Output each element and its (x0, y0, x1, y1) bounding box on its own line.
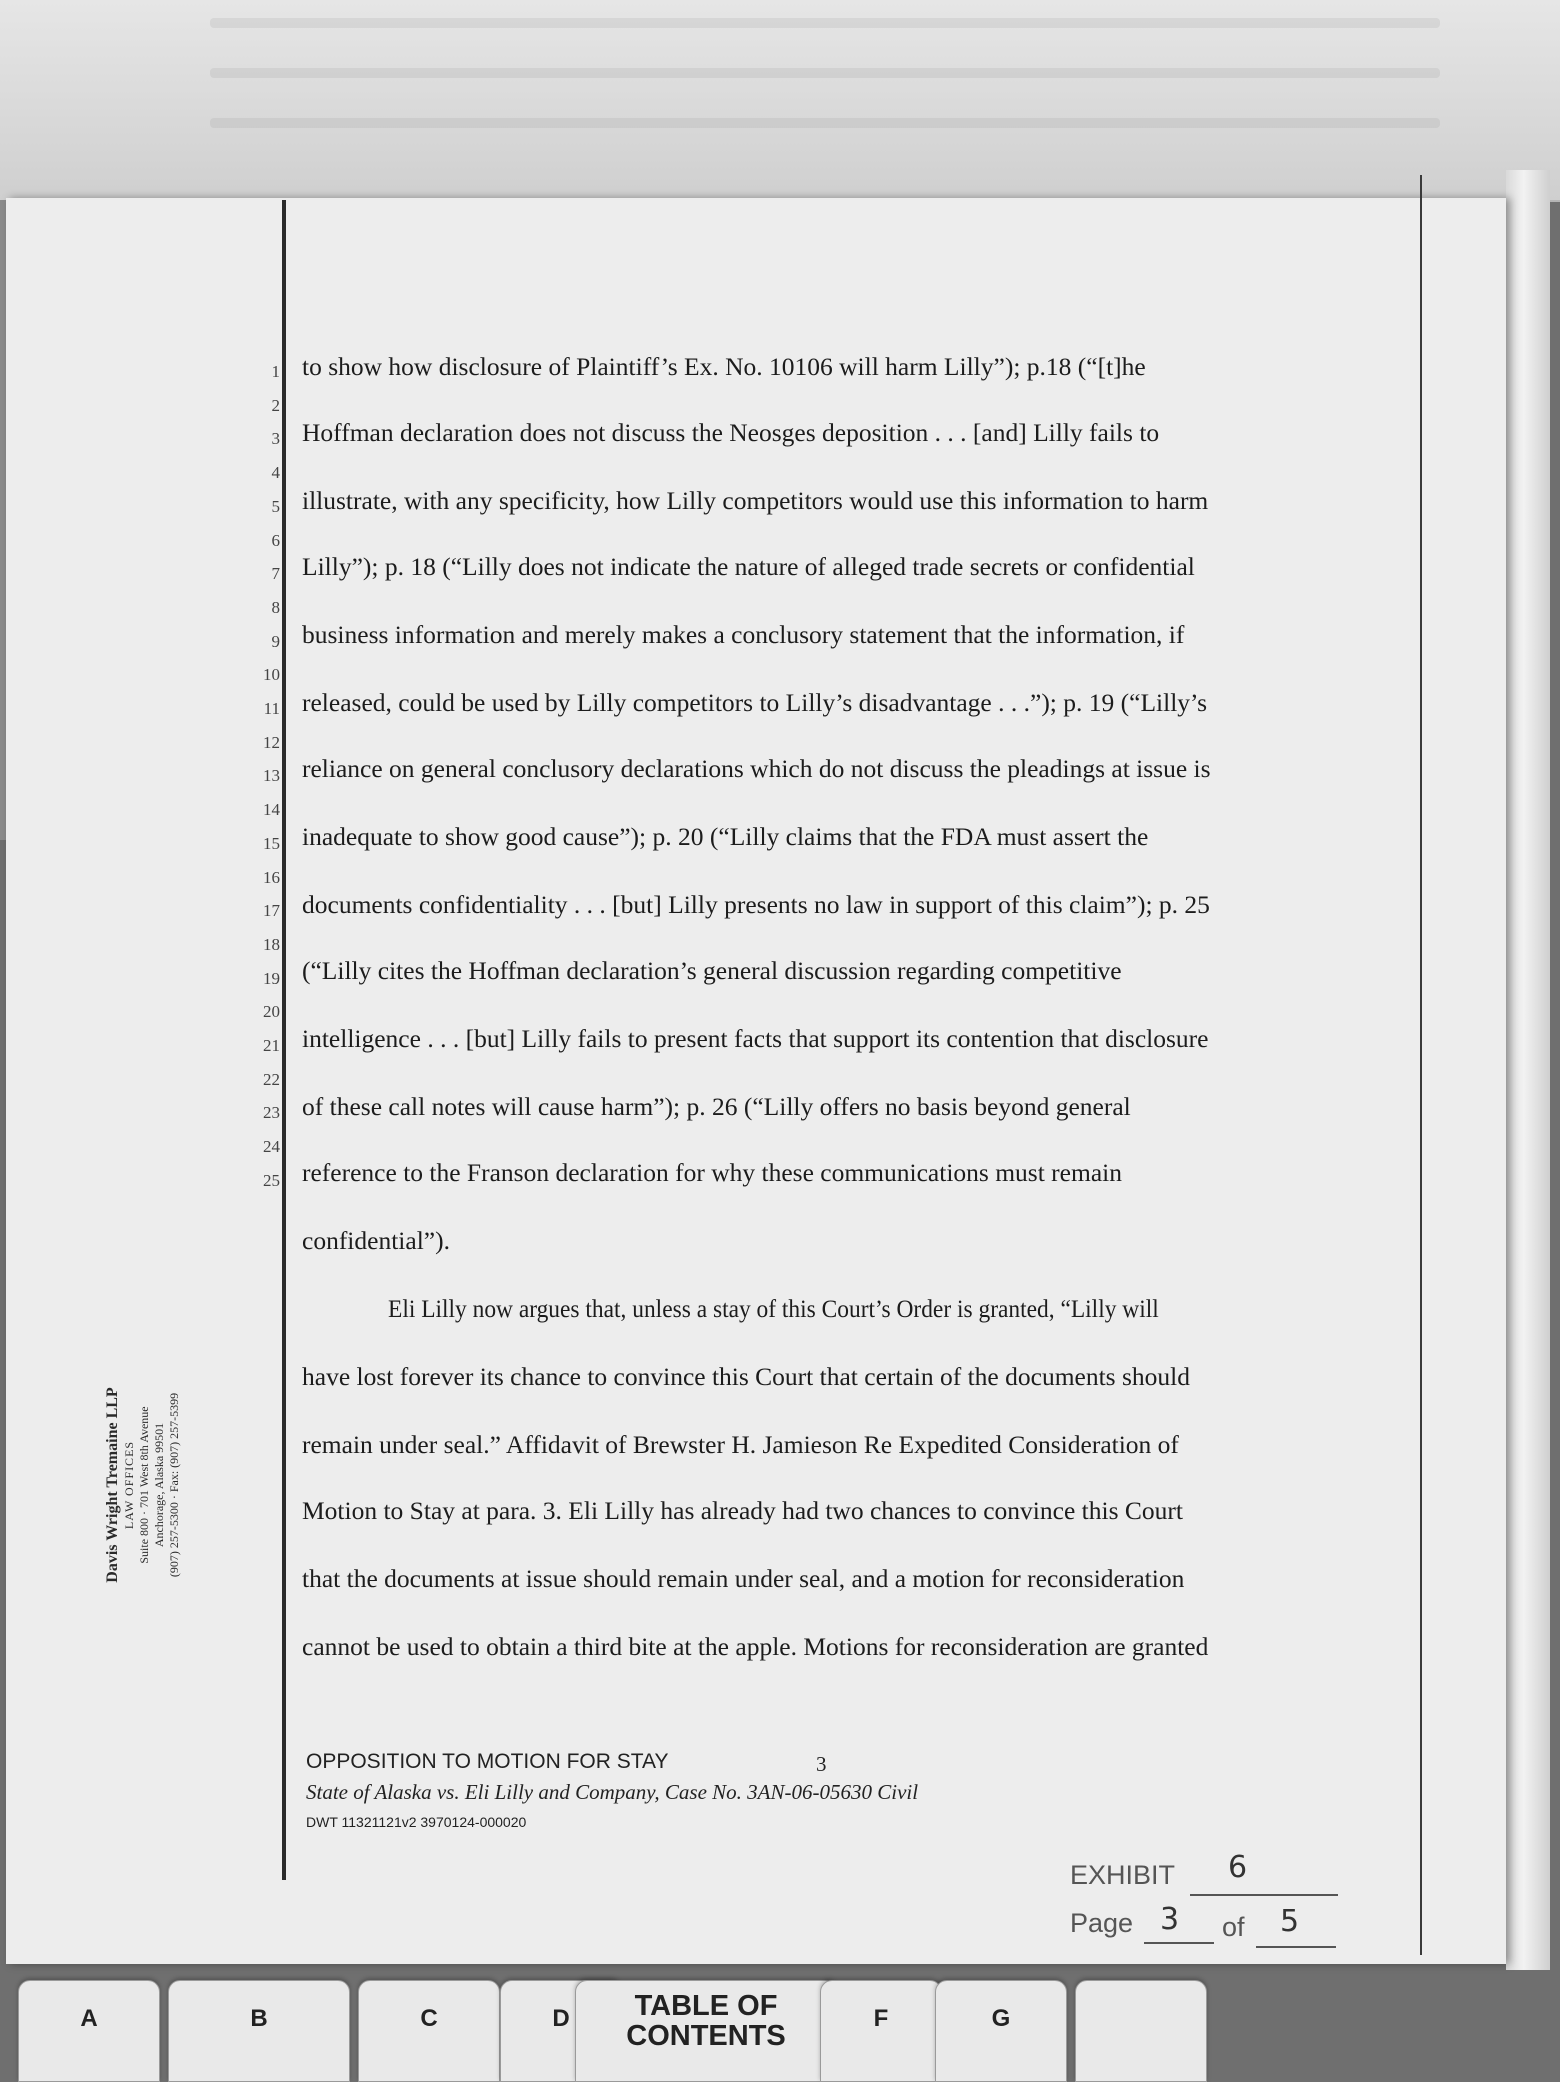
body-line: released, could be used by Lilly competitors to Lilly’s disadvantage . . .”); p. 19 (“Lilly’s (302, 688, 1208, 717)
tab-a[interactable] (18, 1980, 160, 2082)
line-number: 18 (263, 934, 280, 954)
body-line: intelligence . . . [but] Lilly fails to present facts that support its contention that disclosure (302, 1024, 1209, 1053)
line-number: 6 (271, 530, 280, 550)
exhibit-of-label: of (1222, 1912, 1245, 1942)
firm-letterhead (104, 1365, 184, 1605)
tab-f[interactable] (820, 1980, 942, 2082)
body-line: Hoffman declaration does not discuss the Neosges deposition . . . [and] Lilly fails to (302, 418, 1160, 447)
line-number: 15 (263, 833, 280, 853)
tab-f-label: F (873, 2005, 889, 2032)
line-number: 21 (263, 1036, 280, 1055)
body-line: reliance on general conclusory declarations which do not discuss the pleadings at issue is (302, 754, 1211, 783)
body-line: confidential”). (302, 1226, 450, 1255)
total-underline (1256, 1946, 1336, 1948)
firm-phone: (907) 257-5300 · Fax: (907) 257-5399 (167, 1392, 181, 1578)
exhibit-page-label: Page (1070, 1908, 1134, 1938)
body-line: (“Lilly cites the Hoffman declaration’s general discussion regarding competitive (302, 956, 1122, 985)
body-line: cannot be used to obtain a third bite at the apple. Motions for reconsideration are granted (302, 1632, 1209, 1661)
exhibit-total: 5 (1280, 1904, 1300, 1939)
line-number: 9 (271, 631, 280, 651)
body-line: illustrate, with any specificity, how Lilly competitors would use this information to harm (302, 486, 1209, 515)
document-page (6, 198, 1506, 1964)
line-number: 10 (263, 665, 280, 685)
footer-doc-id: DWT 11321121v2 3970124-000020 (306, 1814, 527, 1830)
line-number: 25 (263, 1170, 280, 1190)
tab-c[interactable] (358, 1980, 500, 2082)
footer-case: State of Alaska vs. Eli Lilly and Company, Case No. 3AN-06-05630 Civil (306, 1780, 919, 1804)
body-line: remain under seal.” Affidavit of Brewster H. Jamieson Re Expedited Consideration of (302, 1430, 1179, 1459)
line-number: 19 (263, 968, 280, 988)
tab-g-label: G (991, 2005, 1011, 2032)
line-number: 4 (271, 463, 280, 483)
exhibit-label: EXHIBIT (1070, 1860, 1176, 1890)
line-number: 17 (263, 901, 280, 921)
body-line: have lost forever its chance to convince this Court that certain of the documents should (302, 1362, 1190, 1391)
firm-address-1: Suite 800 · 701 West 8th Avenue (137, 1406, 151, 1564)
tab-c-label: C (420, 2005, 438, 2032)
exhibit-number: 6 (1228, 1850, 1248, 1885)
tab-d-label: D (552, 2005, 570, 2032)
right-margin-rule (1420, 175, 1422, 1955)
line-number: 16 (263, 867, 280, 887)
exhibit-stamp (1070, 1850, 1350, 1960)
body-line: Lilly”); p. 18 (“Lilly does not indicate the nature of alleged trade secrets or confidential (302, 552, 1195, 581)
body-line: inadequate to show good cause”); p. 20 (“Lilly claims that the FDA must assert the (302, 822, 1149, 851)
line-number: 14 (263, 800, 280, 820)
body-line: documents confidentiality . . . [but] Lilly presents no law in support of this claim”); p. 25 (302, 890, 1210, 919)
tab-b[interactable] (168, 1980, 350, 2082)
tab-h[interactable] (1075, 1980, 1207, 2082)
firm-address-2: Anchorage, Alaska 99501 (152, 1422, 166, 1548)
tab-a-label: A (80, 2005, 98, 2032)
footer-title: OPPOSITION TO MOTION FOR STAY (306, 1750, 669, 1773)
previous-page-edge (0, 0, 1560, 202)
tab-table-of-contents[interactable] (575, 1980, 837, 2082)
body-line: business information and merely makes a conclusory statement that the information, if (302, 620, 1185, 649)
line-number: 3 (271, 429, 280, 449)
line-number: 12 (263, 732, 280, 752)
exhibit-underline (1190, 1894, 1338, 1896)
tab-toc-label: TABLE OF CONTENTS (626, 1990, 786, 2052)
line-number: 1 (271, 362, 280, 381)
line-number: 13 (263, 766, 280, 786)
line-number: 24 (263, 1137, 280, 1157)
exhibit-page: 3 (1160, 1902, 1180, 1937)
body-line: of these call notes will cause harm”); p. 26 (“Lilly offers no basis beyond general (302, 1092, 1131, 1121)
line-number: 23 (263, 1103, 280, 1123)
body-line: Motion to Stay at para. 3. Eli Lilly has already had two chances to convince this Court (302, 1496, 1183, 1525)
body-line: Eli Lilly now argues that, unless a stay of this Court’s Order is granted, “Lilly will (388, 1294, 1159, 1323)
binder-tabs (0, 1960, 1560, 2080)
tab-g[interactable] (935, 1980, 1067, 2082)
line-number-rule (282, 200, 286, 1880)
line-number: 8 (271, 597, 280, 617)
page-underline (1144, 1942, 1214, 1944)
firm-subtitle: LAW OFFICES (122, 1440, 136, 1530)
stacked-pages-edge (1506, 170, 1550, 1970)
tab-b-label: B (250, 2005, 268, 2032)
firm-name: Davis Wright Tremaine LLP (104, 1387, 121, 1583)
body-line: reference to the Franson declaration for why these communications must remain (302, 1158, 1122, 1187)
body-line: that the documents at issue should remain under seal, and a motion for reconsideration (302, 1564, 1185, 1593)
footer-page-number: 3 (816, 1752, 827, 1776)
body-line: to show how disclosure of Plaintiff’s Ex. No. 10106 will harm Lilly”); p.18 (“[t]he (302, 352, 1146, 381)
line-number: 11 (263, 699, 280, 718)
line-number: 20 (263, 1002, 280, 1022)
line-number: 5 (271, 496, 280, 516)
line-number: 22 (263, 1069, 280, 1089)
line-number: 2 (271, 395, 280, 415)
line-number: 7 (271, 564, 280, 584)
